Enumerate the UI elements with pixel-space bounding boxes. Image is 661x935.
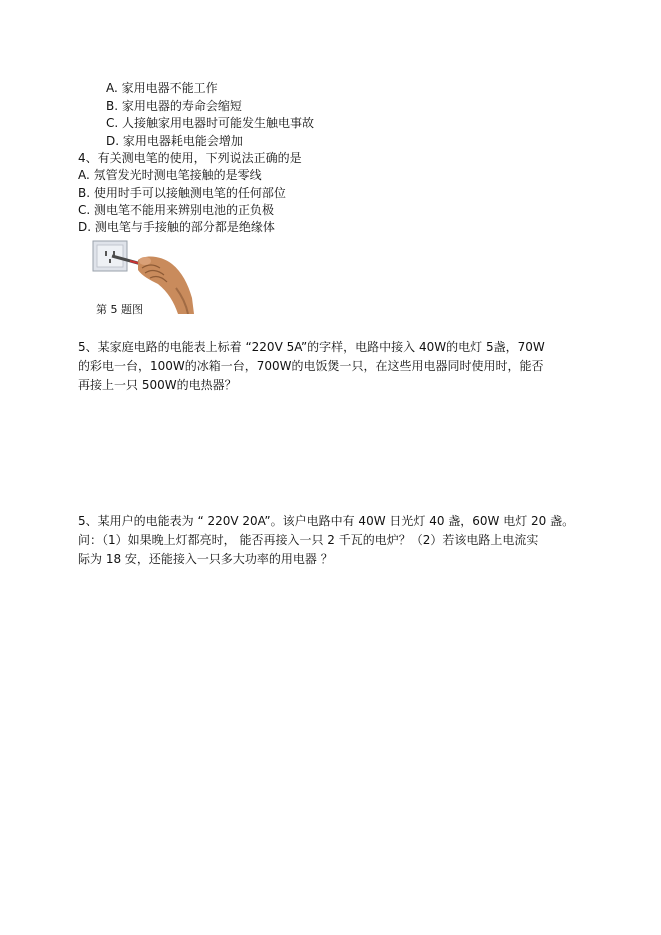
q3-option-d: D. 家用电器耗电能会增加 — [106, 134, 243, 148]
q5a-line-2: 的彩电一台，100W的冰箱一台，700W的电饭煲一只，在这些用电器同时使用时，能否 — [78, 359, 544, 373]
q4-option-a: A. 氖管发光时测电笔接触的是零线 — [78, 168, 262, 182]
q4-option-c: C. 测电笔不能用来辨别电池的正负极 — [78, 203, 275, 217]
q3-option-b: B. 家用电器的寿命会缩短 — [106, 99, 242, 113]
figure-caption: 第 5 题图 — [96, 303, 143, 316]
q5b-line-3: 际为 18 安，还能接入一只多大功率的用电器 ？ — [78, 552, 333, 566]
q5a-paragraph — [78, 338, 588, 395]
q5a-line-3: 再接上一只 500W的电热器？ — [78, 378, 237, 392]
q5a-line-1: 5、某家庭电路的电能表上标着 “220V 5A”的字样，电路中接入 40W的电灯 5盏，70W — [78, 340, 545, 354]
q5b-paragraph — [78, 512, 588, 569]
q4-stem: 4、有关测电笔的使用，下列说法正确的是 — [78, 151, 302, 165]
q4-option-d: D. 测电笔与手接触的部分都是绝缘体 — [78, 220, 275, 234]
q4-option-b: B. 使用时手可以接触测电笔的任何部位 — [78, 186, 286, 200]
q5b-line-2: 问：（1）如果晚上灯都亮时， 能否再接入一只 2 千瓦的电炉？（2）若该电路上电流实 — [78, 533, 539, 547]
q5b-line-1: 5、某用户的电能表为 “ 220V 20A”。该户电路中有 40W 日光灯 40 盏，60W 电灯 20 盏。 — [78, 514, 575, 528]
q3-option-a: A. 家用电器不能工作 — [106, 81, 218, 95]
q3-option-c: C. 人接触家用电器时可能发生触电事故 — [106, 116, 315, 130]
